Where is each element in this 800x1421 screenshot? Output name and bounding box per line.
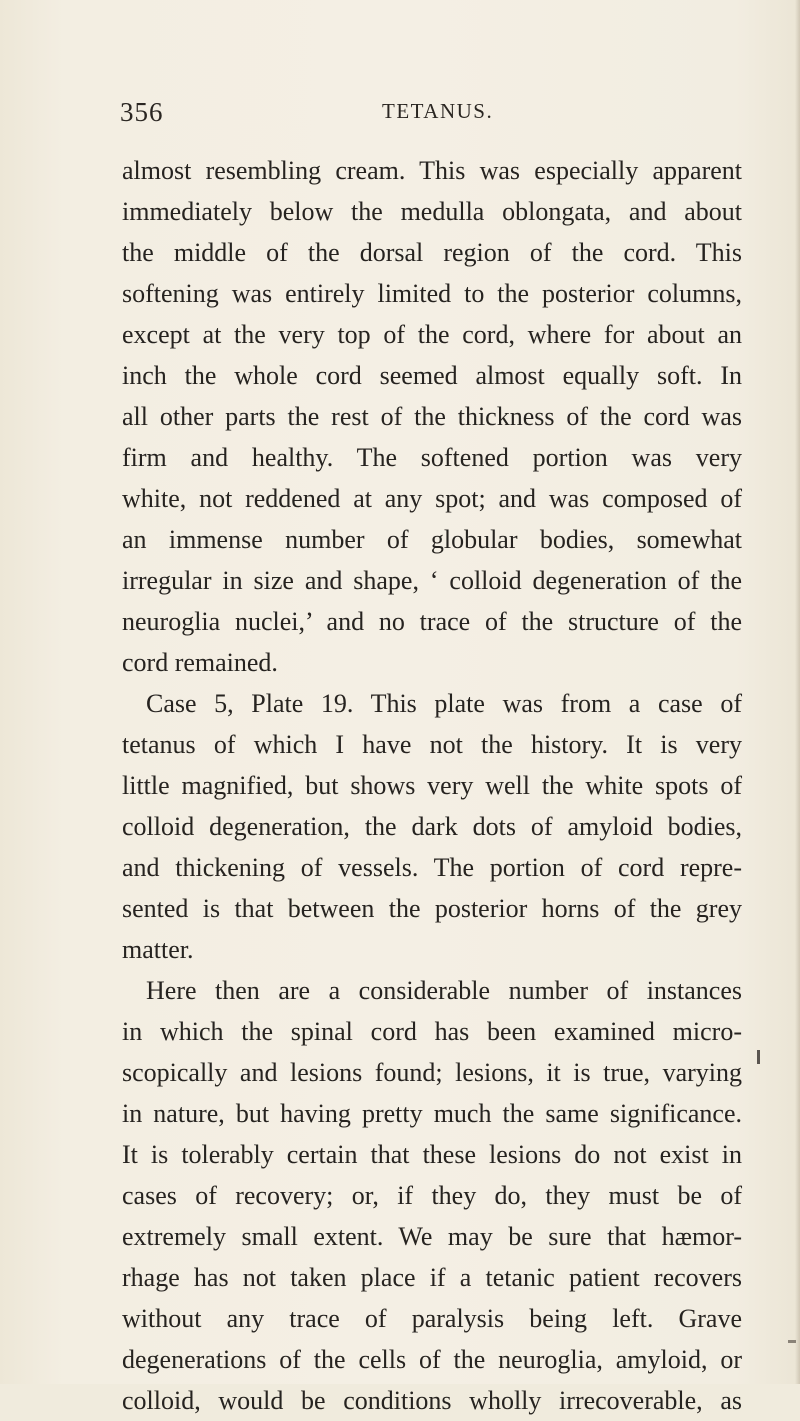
text-line: without any trace of paralysis being left. Grave [122, 1304, 742, 1333]
text-line: little magnified, but shows very well the white spots of [122, 771, 742, 800]
text-line: firm and healthy. The softened portion was very [122, 443, 742, 472]
text-line: and thickening of vessels. The portion of cord repre- [122, 853, 742, 882]
text-line: colloid degeneration, the dark dots of amyloid bodies, [122, 812, 742, 841]
text-line: cord remained. [122, 648, 278, 677]
text-line: almost resembling cream. This was especially apparent [122, 156, 742, 185]
text-line: except at the very top of the cord, where for about an [122, 320, 742, 349]
running-title: TETANUS. [382, 99, 494, 123]
page-number: 356 [120, 97, 164, 127]
text-line: rhage has not taken place if a tetanic patient recovers [122, 1263, 742, 1292]
text-line: softening was entirely limited to the posterior columns, [122, 279, 742, 308]
text-line: matter. [122, 935, 194, 964]
paragraph-start-line: Case 5, Plate 19. This plate was from a case of [146, 689, 742, 718]
text-line: an immense number of globular bodies, somewhat [122, 525, 742, 554]
text-line: degenerations of the cells of the neuroglia, amyloid, or [122, 1345, 742, 1374]
body-text [122, 150, 742, 1421]
text-line: tetanus of which I have not the history. It is very [122, 730, 742, 759]
text-line: inch the whole cord seemed almost equally soft. In [122, 361, 742, 390]
text-line: colloid, would be conditions wholly irrecoverable, as [122, 1386, 742, 1415]
text-line: It is tolerably certain that these lesions do not exist in [122, 1140, 742, 1169]
text-line: in which the spinal cord has been examined micro- [122, 1017, 742, 1046]
text-line: all other parts the rest of the thickness of the cord was [122, 402, 742, 431]
text-line: the middle of the dorsal region of the cord. This [122, 238, 742, 267]
text-line: white, not reddened at any spot; and was composed of [122, 484, 742, 513]
page-header [120, 97, 740, 137]
text-line: immediately below the medulla oblongata, and about [122, 197, 742, 226]
text-line: irregular in size and shape, ‘ colloid degeneration of the [122, 566, 742, 595]
margin-mark [757, 1050, 760, 1064]
paragraph-start-line: Here then are a considerable number of instances [146, 976, 742, 1005]
edge-mark [788, 1340, 796, 1343]
text-line: sented is that between the posterior horns of the grey [122, 894, 742, 923]
text-line: in nature, but having pretty much the same significance. [122, 1099, 742, 1128]
text-line: scopically and lesions found; lesions, it is true, varying [122, 1058, 742, 1087]
text-line: cases of recovery; or, if they do, they must be of [122, 1181, 742, 1210]
text-line: extremely small extent. We may be sure that hæmor- [122, 1222, 742, 1251]
text-line: neuroglia nuclei,’ and no trace of the structure of the [122, 607, 742, 636]
page-edge-shadow [795, 0, 800, 1384]
